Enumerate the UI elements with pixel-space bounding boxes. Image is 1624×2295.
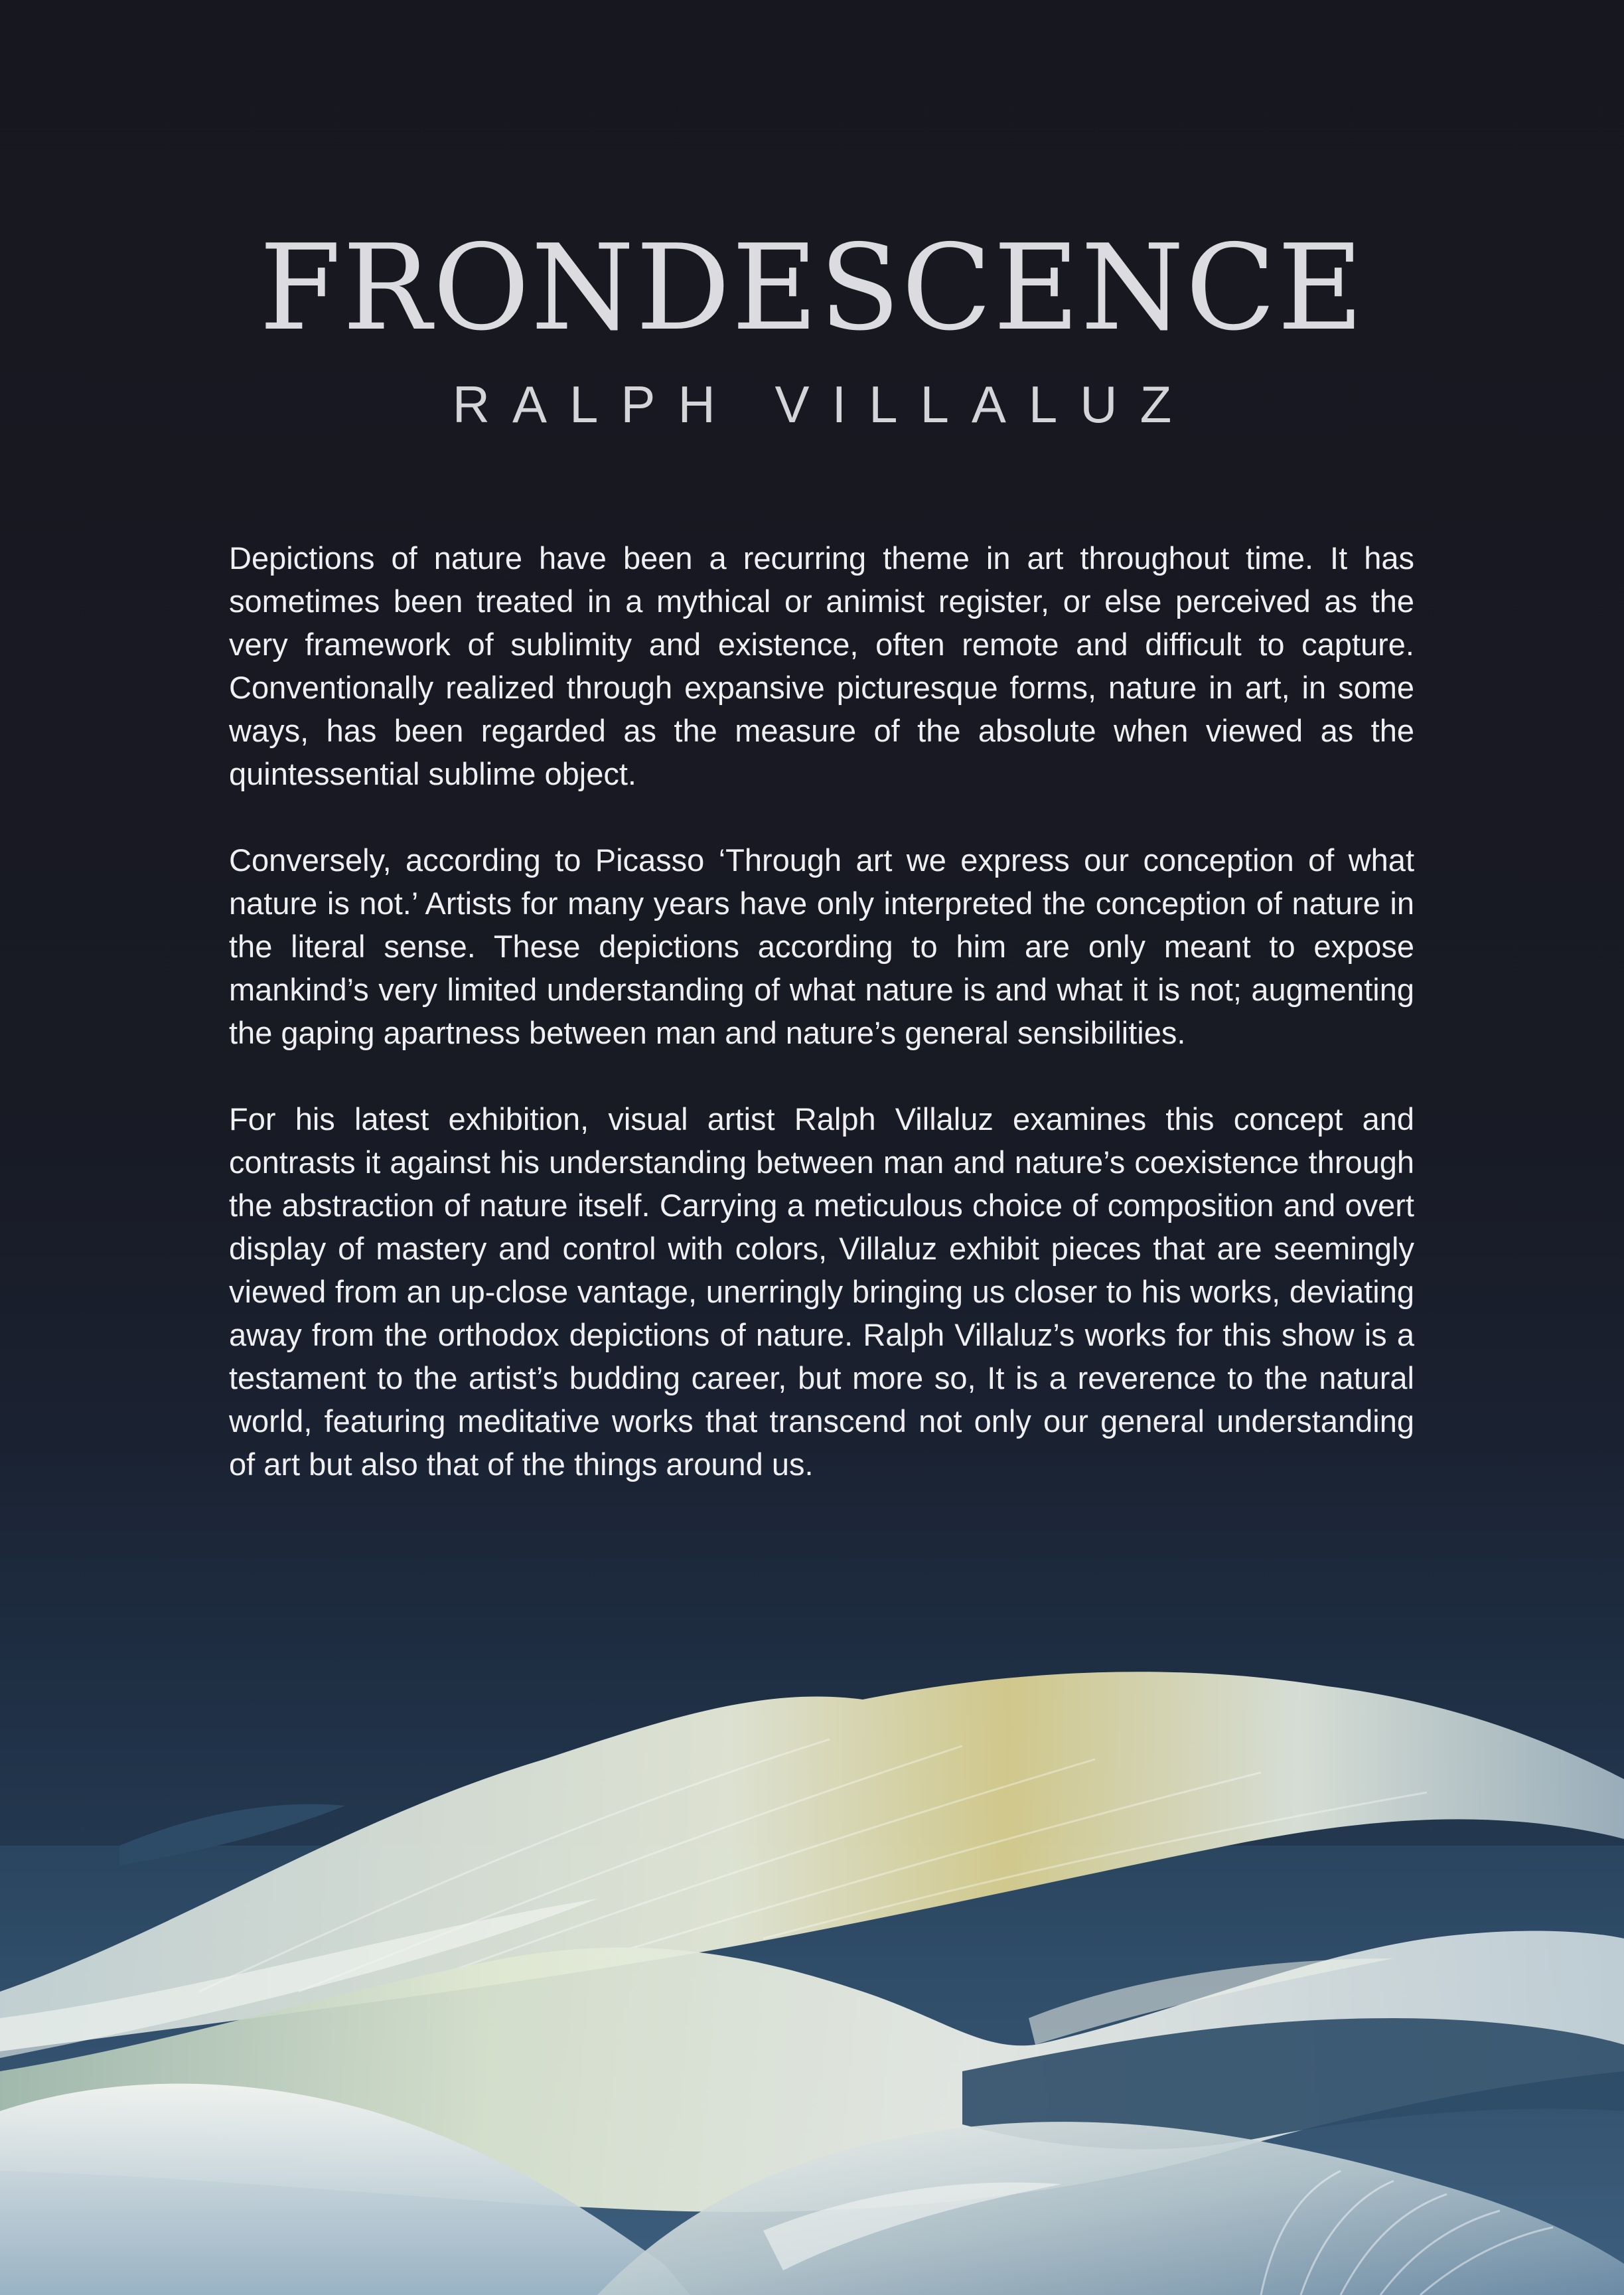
leaf-painting-artwork: [0, 1646, 1624, 2295]
statement-paragraph-3: For his latest exhibition, visual artist Ralph Villaluz examines this concept and contrasts it against his understanding between man and nature’s coexistence through the abstraction of nature itself. Carrying a meticulous choice of composition and overt display of mastery and control with colors, Villaluz exhibit pieces that are seemingly viewed from an up-close vantage, unerringly bringing us closer to his works, deviating away from the orthodox depictions of nature. Ralph Villaluz’s works for this show is a testament to the artist’s budding career, but more so, It is a reverence to the natural world, featuring meditative works that transcend not only our general understanding of art but also that of the things around us.: [229, 1101, 1414, 1482]
exhibition-statement: [229, 536, 1414, 1529]
statement-paragraph-1: Depictions of nature have been a recurring theme in art throughout time. It has sometimes been treated in a mythical or animist register, or else perceived as the very framework of sublimity and existence, often remote and difficult to capture. Conventionally realized through expansive picturesque forms, nature in art, in some ways, has been regarded as the measure of the absolute when viewed as the quintessential sublime object.: [229, 540, 1414, 791]
statement-paragraph-2: Conversely, according to Picasso ‘Through art we express our conception of what nature is not.’ Artists for many years have only interpreted the conception of nature in the literal sense. These depictions according to him are only meant to expose mankind’s very limited understanding of what nature is and what it is not; augmenting the gaping apartness between man and nature’s general sensibilities.: [229, 842, 1414, 1050]
exhibition-title: FRONDESCENCE: [259, 219, 1365, 356]
artist-name: RALPH VILLALUZ: [452, 375, 1195, 434]
